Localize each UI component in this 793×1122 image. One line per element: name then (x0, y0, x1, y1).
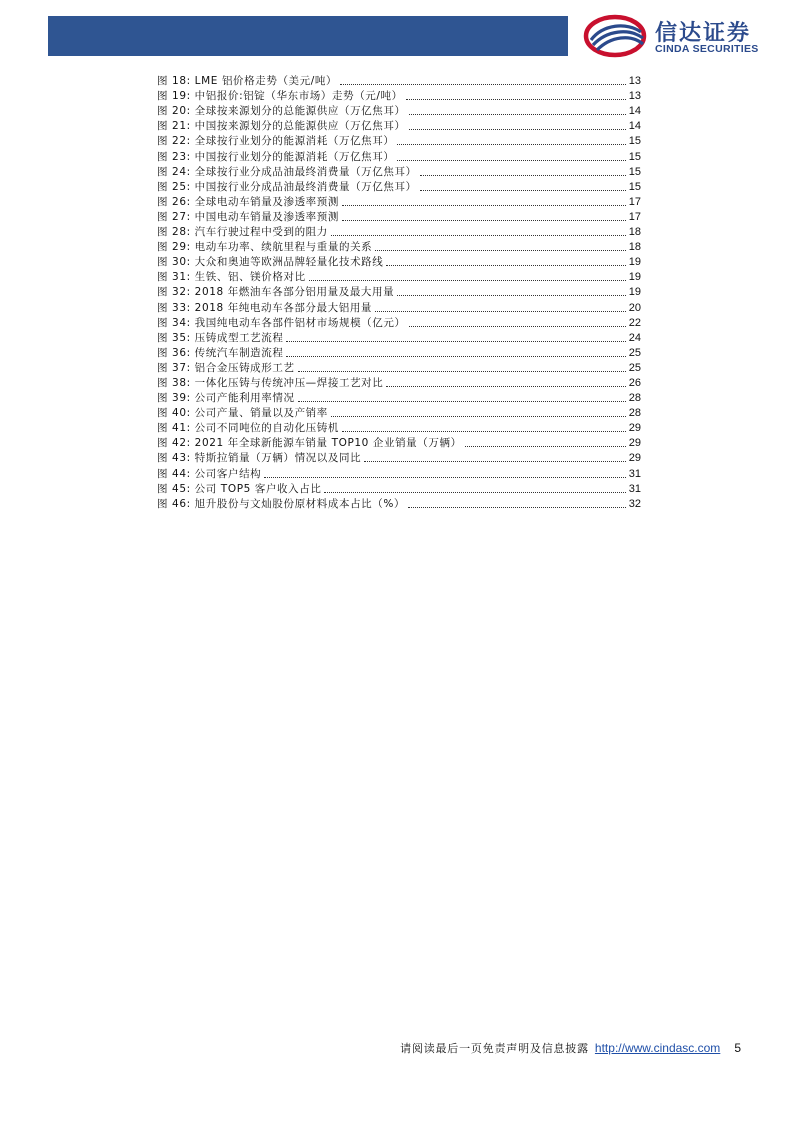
toc-entry-page: 15 (628, 135, 641, 148)
toc-entry-label: 图 20: 全球按来源划分的总能源供应（万亿焦耳） (157, 105, 406, 118)
toc-entry-page: 26 (628, 376, 641, 389)
dot-leader (364, 461, 626, 462)
figure-list (157, 73, 641, 511)
toc-entry[interactable] (157, 435, 641, 450)
dot-leader (420, 175, 626, 176)
toc-entry-label: 图 32: 2018 年燃油车各部分铝用量及最大用量 (157, 286, 395, 299)
toc-entry[interactable] (157, 239, 641, 254)
logo-emblem-icon (583, 14, 649, 58)
toc-entry[interactable] (157, 390, 641, 405)
toc-entry[interactable] (157, 269, 641, 284)
toc-entry-label: 图 33: 2018 年纯电动车各部分最大铝用量 (157, 301, 373, 314)
dot-leader (397, 144, 625, 145)
dot-leader (342, 205, 626, 206)
toc-entry[interactable] (157, 194, 641, 209)
toc-entry-label: 图 46: 旭升股份与文灿股份原材料成本占比（%） (157, 497, 406, 510)
toc-entry[interactable] (157, 118, 641, 133)
dot-leader (386, 265, 625, 266)
page-number: 5 (734, 1041, 741, 1055)
toc-entry-page: 17 (628, 210, 641, 223)
disclaimer-note: 请阅读最后一页免责声明及信息披露 (400, 1042, 589, 1055)
dot-leader (309, 280, 626, 281)
toc-entry-label: 图 45: 公司 TOP5 客户收入占比 (157, 482, 322, 495)
header-bar (48, 16, 568, 56)
toc-entry[interactable] (157, 164, 641, 179)
toc-entry-page: 19 (628, 271, 641, 284)
dot-leader (408, 507, 626, 508)
toc-entry-label: 图 27: 中国电动车销量及渗透率预测 (157, 210, 339, 223)
toc-entry[interactable] (157, 209, 641, 224)
toc-entry[interactable] (157, 179, 641, 194)
toc-entry[interactable] (157, 299, 641, 314)
dot-leader (409, 326, 626, 327)
page-footer (400, 1040, 741, 1056)
toc-entry[interactable] (157, 375, 641, 390)
website-link[interactable]: http://www.cindasc.com (594, 1041, 721, 1055)
toc-entry[interactable] (157, 345, 641, 360)
dot-leader (375, 311, 626, 312)
dot-leader (420, 190, 626, 191)
toc-entry-page: 24 (628, 331, 641, 344)
toc-entry-label: 图 24: 全球按行业分成品油最终消费量（万亿焦耳） (157, 165, 417, 178)
toc-entry[interactable] (157, 103, 641, 118)
toc-entry-page: 14 (628, 120, 641, 133)
toc-entry[interactable] (157, 73, 641, 88)
toc-entry-label: 图 36: 传统汽车制造流程 (157, 346, 284, 359)
toc-entry-page: 13 (628, 90, 641, 103)
dot-leader (331, 416, 626, 417)
toc-entry[interactable] (157, 330, 641, 345)
toc-entry-label: 图 38: 一体化压铸与传统冲压—焊接工艺对比 (157, 376, 384, 389)
company-logo (583, 14, 773, 58)
toc-entry[interactable] (157, 496, 641, 511)
toc-entry-page: 25 (628, 361, 641, 374)
toc-entry-label: 图 37: 铝合金压铸成形工艺 (157, 361, 295, 374)
toc-entry[interactable] (157, 254, 641, 269)
dot-leader (409, 129, 626, 130)
toc-entry[interactable] (157, 405, 641, 420)
toc-entry-label: 图 25: 中国按行业分成品油最终消费量（万亿焦耳） (157, 180, 417, 193)
toc-entry[interactable] (157, 88, 641, 103)
dot-leader (409, 114, 626, 115)
dot-leader (324, 492, 625, 493)
dot-leader (375, 250, 625, 251)
toc-entry-page: 19 (628, 256, 641, 269)
toc-entry-label: 图 22: 全球按行业划分的能源消耗（万亿焦耳） (157, 135, 395, 148)
toc-entry-label: 图 29: 电动车功率、续航里程与重量的关系 (157, 241, 373, 254)
toc-entry-page: 15 (628, 165, 641, 178)
toc-entry[interactable] (157, 481, 641, 496)
dot-leader (386, 386, 625, 387)
toc-entry-page: 31 (628, 467, 641, 480)
toc-entry-label: 图 42: 2021 年全球新能源车销量 TOP10 企业销量（万辆） (157, 437, 462, 450)
toc-entry-page: 31 (628, 482, 641, 495)
toc-entry-page: 17 (628, 195, 641, 208)
toc-entry-page: 20 (628, 301, 641, 314)
toc-entry-page: 29 (628, 452, 641, 465)
toc-entry[interactable] (157, 284, 641, 299)
toc-entry-label: 图 18: LME 铝价格走势（美元/吨） (157, 75, 338, 88)
toc-entry-page: 28 (628, 392, 641, 405)
toc-entry-page: 14 (628, 105, 641, 118)
toc-entry-label: 图 28: 汽车行驶过程中受到的阻力 (157, 226, 328, 239)
toc-entry-page: 22 (628, 316, 641, 329)
toc-entry[interactable] (157, 148, 641, 163)
toc-entry-label: 图 34: 我国纯电动车各部件铝材市场规模（亿元） (157, 316, 406, 329)
toc-entry[interactable] (157, 420, 641, 435)
toc-entry[interactable] (157, 360, 641, 375)
toc-entry-label: 图 30: 大众和奥迪等欧洲品牌轻量化技术路线 (157, 256, 384, 269)
dot-leader (331, 235, 626, 236)
toc-entry-page: 13 (628, 75, 641, 88)
toc-entry-label: 图 35: 压铸成型工艺流程 (157, 331, 284, 344)
toc-entry-page: 15 (628, 180, 641, 193)
toc-entry-label: 图 26: 全球电动车销量及渗透率预测 (157, 195, 339, 208)
toc-entry-label: 图 31: 生铁、铝、镁价格对比 (157, 271, 306, 284)
toc-entry[interactable] (157, 465, 641, 480)
toc-entry-page: 15 (628, 150, 641, 163)
dot-leader (465, 446, 626, 447)
toc-entry-label: 图 23: 中国按行业划分的能源消耗（万亿焦耳） (157, 150, 395, 163)
toc-entry[interactable] (157, 450, 641, 465)
dot-leader (397, 160, 625, 161)
dot-leader (342, 220, 626, 221)
toc-entry-label: 图 41: 公司不同吨位的自动化压铸机 (157, 422, 339, 435)
toc-entry-label: 图 19: 中铝报价:铝锭（华东市场）走势（元/吨） (157, 90, 403, 103)
dot-leader (298, 371, 626, 372)
dot-leader (406, 99, 626, 100)
dot-leader (264, 477, 625, 478)
dot-leader (298, 401, 626, 402)
toc-entry-label: 图 44: 公司客户结构 (157, 467, 262, 480)
dot-leader (342, 431, 626, 432)
brand-name-en: CINDA SECURITIES (655, 43, 759, 55)
dot-leader (286, 356, 625, 357)
toc-entry-page: 18 (628, 241, 641, 254)
toc-entry-page: 19 (628, 286, 641, 299)
toc-entry-label: 图 43: 特斯拉销量（万辆）情况以及同比 (157, 452, 362, 465)
toc-entry-label: 图 21: 中国按来源划分的总能源供应（万亿焦耳） (157, 120, 406, 133)
toc-entry-page: 29 (628, 437, 641, 450)
toc-entry-page: 25 (628, 346, 641, 359)
toc-entry-page: 18 (628, 226, 641, 239)
toc-entry[interactable] (157, 315, 641, 330)
toc-entry-label: 图 39: 公司产能利用率情况 (157, 392, 295, 405)
toc-entry[interactable] (157, 224, 641, 239)
toc-entry[interactable] (157, 133, 641, 148)
toc-entry-page: 29 (628, 422, 641, 435)
toc-entry-page: 28 (628, 407, 641, 420)
dot-leader (286, 341, 625, 342)
toc-entry-page: 32 (628, 497, 641, 510)
brand-name-cn: 信达证券 (655, 21, 752, 46)
dot-leader (340, 84, 626, 85)
toc-entry-label: 图 40: 公司产量、销量以及产销率 (157, 407, 328, 420)
dot-leader (397, 295, 626, 296)
